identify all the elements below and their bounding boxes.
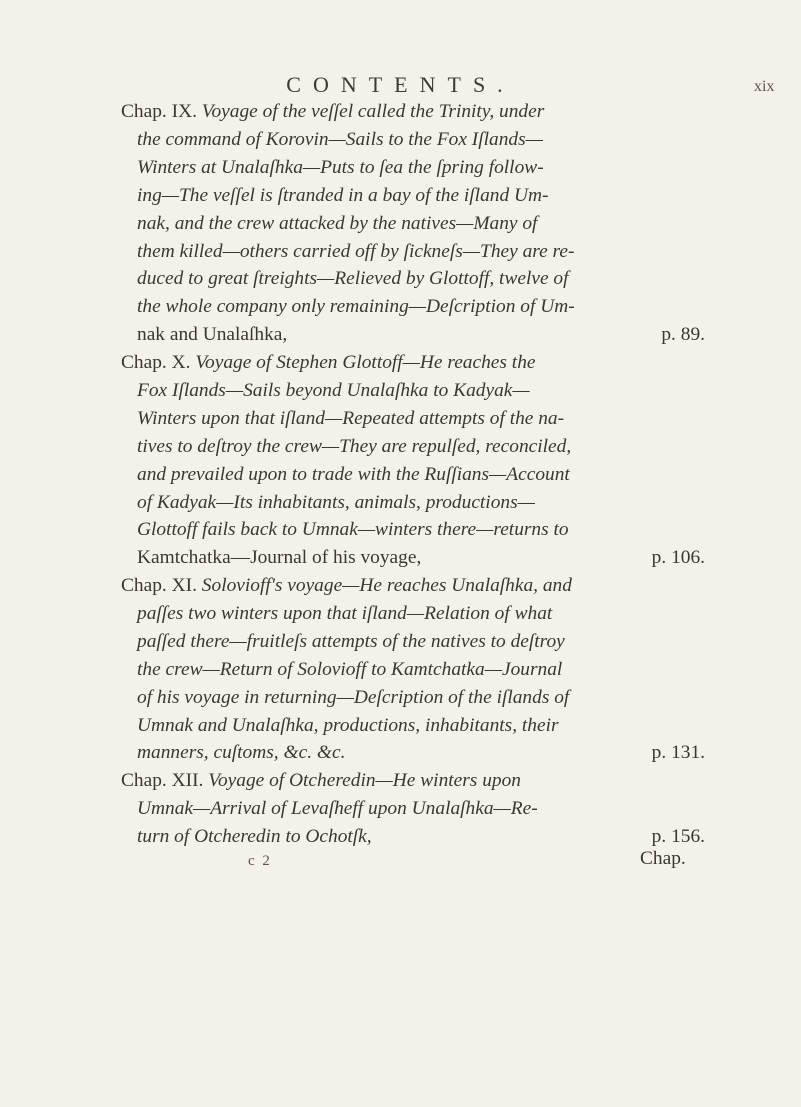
entry-text: Kamtchatka—Journal of his voyage, (137, 547, 422, 569)
entry-text: Winters at Unalaſhka—Puts to ſea the ſpring follow- (137, 156, 544, 178)
entry-line (121, 656, 705, 684)
entry-text: them killed—others carried off by ſickneſs—They are re- (137, 240, 575, 262)
entry-text: paſſes two winters upon that iſland—Relation of what (137, 602, 553, 624)
entry-line (121, 684, 705, 712)
entry-line (121, 600, 705, 628)
entry-line (121, 628, 705, 656)
entry-last-line (121, 739, 705, 767)
contents-entry-chap-xi (121, 572, 705, 767)
contents-entry-chap-ix (121, 98, 705, 349)
entry-line (121, 293, 705, 321)
entry-text: Winters upon that iſland—Repeated attempts of the na- (137, 407, 565, 429)
entry-line (121, 182, 705, 210)
entry-line (121, 98, 705, 126)
entry-text: nak and Unalaſhka, (137, 324, 288, 346)
entry-last-line (121, 544, 705, 572)
entry-line (121, 210, 705, 238)
chapter-label: Chap. IX. (121, 101, 197, 122)
entry-text: Voyage of Otcheredin—He winters upon (208, 770, 521, 791)
entry-text: manners, cuſtoms, &c. &c. (137, 742, 346, 764)
entry-line (121, 572, 705, 600)
entry-text: the command of Korovin—Sails to the Fox Iſlands— (137, 128, 543, 150)
entry-line (121, 154, 705, 182)
page-reference: p. 89. (661, 324, 705, 346)
entry-line (121, 712, 705, 740)
entry-text: tives to deſtroy the crew—They are repulſed, reconciled, (137, 435, 572, 457)
entry-text: paſſed there—fruitleſs attempts of the natives to deſtroy (137, 630, 565, 652)
entry-text: Umnak and Unalaſhka, productions, inhabitants, their (137, 714, 559, 736)
entry-last-line (121, 321, 705, 349)
entry-line (121, 433, 705, 461)
entry-line (121, 405, 705, 433)
entry-text: of his voyage in returning—Deſcription of the iſlands of (137, 686, 570, 708)
entry-text: the crew—Return of Solovioff to Kamtchatka—Journal (137, 658, 563, 680)
catchword: Chap. (640, 848, 686, 869)
entry-line (121, 126, 705, 154)
entry-line (121, 461, 705, 489)
entry-text: and prevailed upon to trade with the Ruſſians—Account (137, 463, 570, 485)
signature-mark: c 2 (248, 853, 272, 869)
contents-entry-chap-xii (121, 767, 705, 851)
entry-text: Glottoff fails back to Umnak—winters there—returns to (137, 519, 569, 541)
entry-line (121, 767, 705, 795)
page-reference: p. 106. (651, 547, 705, 569)
page-number: xix (754, 78, 775, 95)
entry-line (121, 349, 705, 377)
entry-text: the whole company only remaining—Deſcription of Um- (137, 296, 575, 318)
entry-line (121, 516, 705, 544)
entry-text: ing—The veſſel is ſtranded in a bay of the iſland Um- (137, 184, 549, 206)
entry-text: Solovioff's voyage—He reaches Unalaſhka, and (201, 575, 572, 596)
entry-line (121, 238, 705, 266)
entry-text: of Kadyak—Its inhabitants, animals, productions— (137, 491, 535, 513)
entry-line (121, 489, 705, 517)
chapter-label: Chap. X. (121, 352, 191, 373)
entry-text: nak, and the crew attacked by the natives—Many of (137, 212, 538, 234)
entry-last-line (121, 823, 705, 851)
entry-line (121, 795, 705, 823)
entry-text: Voyage of Stephen Glottoff—He reaches the (195, 352, 536, 373)
contents-entry-chap-x (121, 349, 705, 572)
entry-text: Voyage of the veſſel called the Trinity, under (201, 101, 545, 122)
entry-text: turn of Otcheredin to Ochotſk, (137, 825, 372, 847)
entry-text: duced to great ſtreights—Relieved by Glottoff, twelve of (137, 268, 569, 290)
running-title: CONTENTS. (286, 72, 515, 97)
chapter-label: Chap. XI. (121, 575, 197, 596)
page-reference: p. 131. (651, 742, 705, 764)
entry-line (121, 377, 705, 405)
page-reference: p. 156. (651, 825, 705, 847)
entry-text: Fox Iſlands—Sails beyond Unalaſhka to Kadyak— (137, 379, 530, 401)
entry-text: Umnak—Arrival of Levaſheff upon Unalaſhka—Re- (137, 797, 538, 819)
chapter-label: Chap. XII. (121, 770, 204, 791)
entry-line (121, 265, 705, 293)
